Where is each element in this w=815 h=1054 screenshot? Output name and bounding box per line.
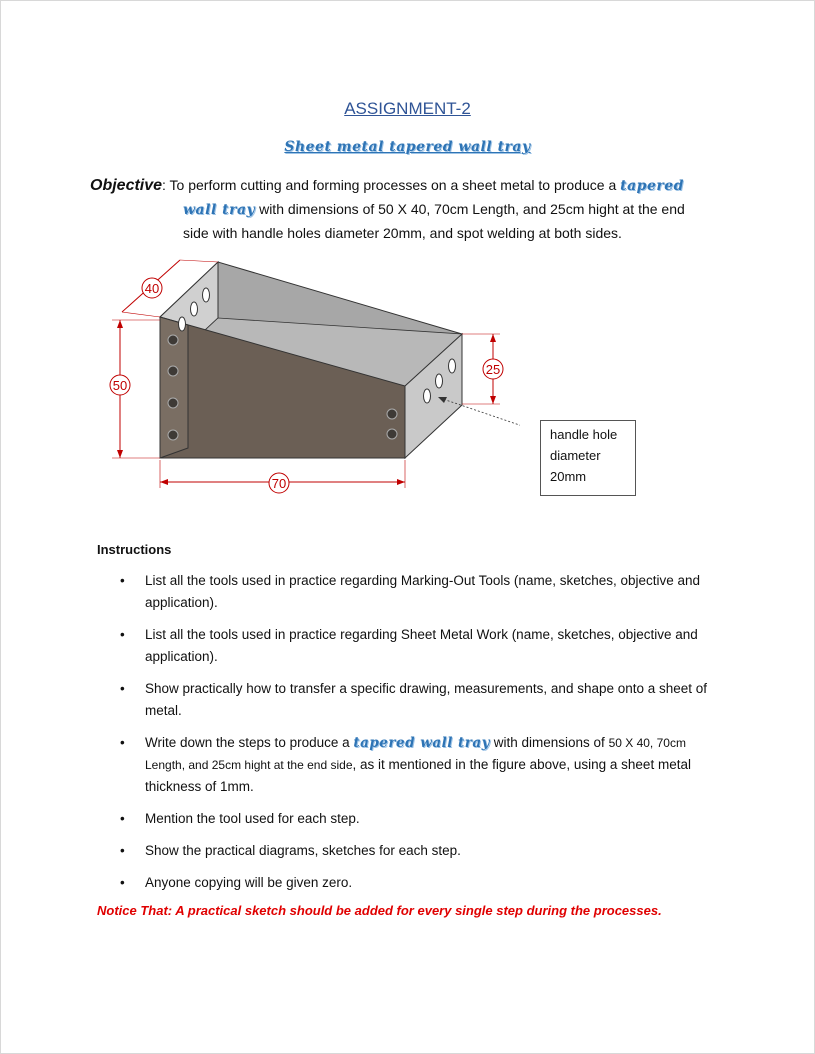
- instruction-item-6: • Show the practical diagrams, sketches for each step.: [118, 840, 728, 862]
- dim-label-25: 25: [485, 362, 501, 377]
- handle-hole: [449, 359, 456, 373]
- dim-arrow-70a: [160, 479, 168, 485]
- instruction-4-part-a: Write down the steps to produce a: [145, 735, 354, 750]
- spot-weld: [168, 398, 178, 408]
- instruction-item-5: • Mention the tool used for each step.: [118, 808, 728, 830]
- instruction-item-7: • Anyone copying will be given zero.: [118, 872, 728, 894]
- handle-hole-callout: [540, 420, 636, 496]
- spot-weld: [168, 430, 178, 440]
- handle-hole: [191, 302, 198, 316]
- instruction-item-4: [118, 732, 728, 798]
- objective-text-1: To perform cutting and forming processes on a sheet metal to produce a: [165, 177, 621, 193]
- instruction-item-1: • List all the tools used in practice regarding Marking-Out Tools (name, sketches, objective and application).: [118, 570, 728, 614]
- objective-paragraph: [90, 174, 740, 245]
- objective-line-1: [90, 174, 740, 198]
- spot-weld: [387, 409, 397, 419]
- dim-label-70: 70: [271, 476, 287, 491]
- instruction-4-part-b: with dimensions of: [490, 735, 609, 750]
- instruction-4-styled: tapered wall tray: [353, 735, 490, 751]
- page-title: ASSIGNMENT-2: [344, 99, 471, 118]
- dim-arrow-25b: [490, 396, 496, 404]
- objective-text-2: with dimensions of 50 X 40, 70cm Length, and 25cm hight at the end: [255, 201, 685, 217]
- instructions-list: [118, 570, 728, 904]
- objective-styled-1: tapered: [620, 178, 684, 194]
- spot-weld: [387, 429, 397, 439]
- dim-arrow-25a: [490, 334, 496, 342]
- objective-line-3: side with handle holes diameter 20mm, and spot welding at both sides.: [183, 225, 622, 241]
- objective-colon: :: [162, 177, 166, 193]
- dim-arrow-50a: [117, 320, 123, 328]
- notice-text: Notice That: A practical sketch should be added for every single step during the processes.: [97, 903, 662, 918]
- handle-hole: [436, 374, 443, 388]
- objective-label: Objective: [90, 177, 163, 194]
- instructions-heading: Instructions: [97, 542, 172, 557]
- instruction-item-2: • List all the tools used in practice regarding Sheet Metal Work (name, sketches, objective and application).: [118, 624, 728, 668]
- instruction-4-part-c: 50 X 40, 70cm Length, and 25cm hight at the end side: [145, 736, 686, 772]
- handle-hole: [179, 317, 186, 331]
- dim-ext-40b: [180, 260, 218, 262]
- objective-styled-2: wall tray: [183, 202, 256, 218]
- dim-ext-40a: [122, 312, 160, 317]
- callout-line-3: 20mm: [550, 469, 587, 484]
- dim-label-50: 50: [112, 378, 128, 393]
- tray-diagram: [100, 250, 520, 500]
- callout-line-1: handle hole: [550, 427, 618, 442]
- handle-hole: [424, 389, 431, 403]
- spot-weld: [168, 335, 178, 345]
- handle-hole: [203, 288, 210, 302]
- spot-weld: [168, 366, 178, 376]
- dim-arrow-50b: [117, 450, 123, 458]
- dim-arrow-70b: [397, 479, 405, 485]
- page-subtitle: Sheet metal tapered wall tray: [284, 139, 531, 155]
- callout-line-2: diameter: [550, 448, 601, 463]
- instruction-item-3: • Show practically how to transfer a specific drawing, measurements, and shape onto a sheet of metal.: [118, 678, 728, 722]
- instruction-4-part-d: , as it mentioned in the figure above, using a sheet metal thickness of 1mm.: [145, 757, 691, 794]
- dim-label-40: 40: [144, 281, 160, 296]
- objective-line-2: [90, 198, 740, 222]
